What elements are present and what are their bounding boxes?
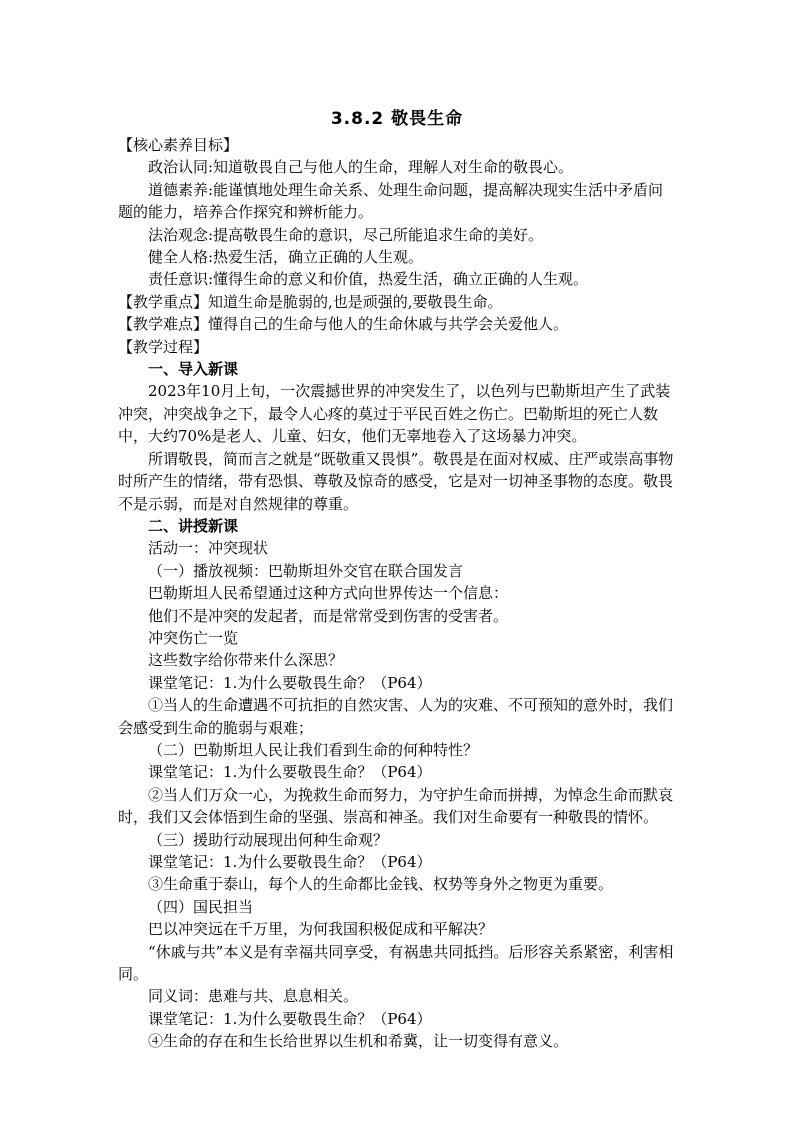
paragraph: “休戚与共”本义是有幸福共同享受，有祸患共同抵挡。后形容关系紧密，利害相同。 — [118, 942, 674, 984]
paragraph: 他们不是冲突的发起者，而是常常受到伤害的受害者。 — [148, 606, 509, 625]
paragraph: 法治观念:提高敬畏生命的意识，尽己所能追求生命的美好。 — [148, 225, 544, 244]
heading-process: 【教学过程】 — [118, 337, 209, 356]
section-heading: 二、讲授新课 — [148, 516, 239, 535]
paragraph: 政治认同:知道敬畏自己与他人的生命，理解人对生命的敬畏心。 — [148, 158, 574, 177]
heading-core-goals: 【核心素养目标】 — [118, 136, 239, 154]
paragraph: 这些数字给你带来什么深思？ — [148, 651, 344, 670]
paragraph: 同义词：患难与共、息息相关。 — [148, 987, 359, 1006]
heading-difficulties: 【教学难点】懂得自己的生命与他人的生命休戚与共学会关爱他人。 — [118, 315, 569, 334]
paragraph: 活动一：冲突现状 — [148, 539, 269, 558]
paragraph: 巴以冲突远在千万里，为何我国积极促成和平解决？ — [148, 920, 494, 939]
paragraph: （四）国民担当 — [148, 897, 254, 916]
paragraph: ④生命的存在和生长给世界以生机和希冀，让一切变得有意义。 — [148, 1032, 569, 1051]
paragraph: （一）播放视频：巴勒斯坦外交官在联合国发言 — [148, 561, 464, 580]
class-note: 课堂笔记：1.为什么要敬畏生命？（P64） — [148, 853, 432, 871]
paragraph: ①当人的生命遭遇不可抗拒的自然灾害、人为的灾难、不可预知的意外时，我们会感受到生命的脆弱与艰难； — [118, 696, 674, 737]
heading-key-points: 【教学重点】知道生命是脆弱的,也是顽强的,要敬畏生命。 — [118, 292, 503, 311]
paragraph: （三）援助行动展现出何种生命观？ — [148, 830, 389, 849]
class-note: 课堂笔记：1.为什么要敬畏生命？（P64） — [148, 673, 432, 692]
paragraph: ②当人们万众一心，为挽救生命而努力，为守护生命而拼搏，为悼念生命而默哀时，我们又会体悟到生命的坚强、崇高和神圣。我们对生命要有一种敬畏的情怀。 — [118, 785, 674, 827]
paragraph: 冲突伤亡一览 — [148, 628, 239, 647]
paragraph: 道德素养:能谨慎地处理生命关系、处理生命问题，提高解决现实生活中矛盾问题的能力，培养合作探究和辨析能力。 — [118, 180, 664, 222]
document-title: 3.8.2 敬畏生命 — [330, 109, 464, 129]
paragraph: ③生命重于泰山，每个人的生命都比金钱、权势等身外之物更为重要。 — [148, 875, 614, 894]
class-note: 课堂笔记：1.为什么要敬畏生命？（P64） — [148, 1009, 432, 1028]
class-note: 课堂笔记：1.为什么要敬畏生命？（P64） — [148, 763, 432, 782]
paragraph: 2023年10月上旬，一次震撼世界的冲突发生了，以色列与巴勒斯坦产生了武装冲突，冲突战争之下，最令人心疼的莫过于平民百姓之伤亡。巴勒斯坦的死亡人数中，大约70%是老人、儿童、妇女，他们无辜地卷入了这场暴力冲突。 — [118, 382, 671, 446]
paragraph: 所谓敬畏，简而言之就是“既敬重又畏惧”。敬畏是在面对权威、庄严或崇高事物时所产生的情绪，带有恐惧、尊敬及惊奇的感受，它是对一切神圣事物的态度。敬畏不是示弱，而是对自然规律的尊重。 — [118, 449, 674, 513]
section-heading: 一、导入新课 — [148, 360, 239, 379]
document-body — [118, 134, 678, 1053]
paragraph: 责任意识:懂得生命的意义和价值，热爱生活，确立正确的人生观。 — [148, 270, 589, 289]
paragraph: 健全人格:热爱生活，确立正确的人生观。 — [148, 248, 424, 267]
paragraph: （二）巴勒斯坦人民让我们看到生命的何种特性？ — [148, 740, 479, 759]
paragraph: 巴勒斯坦人民希望通过这种方式向世界传达一个信息： — [148, 584, 509, 603]
